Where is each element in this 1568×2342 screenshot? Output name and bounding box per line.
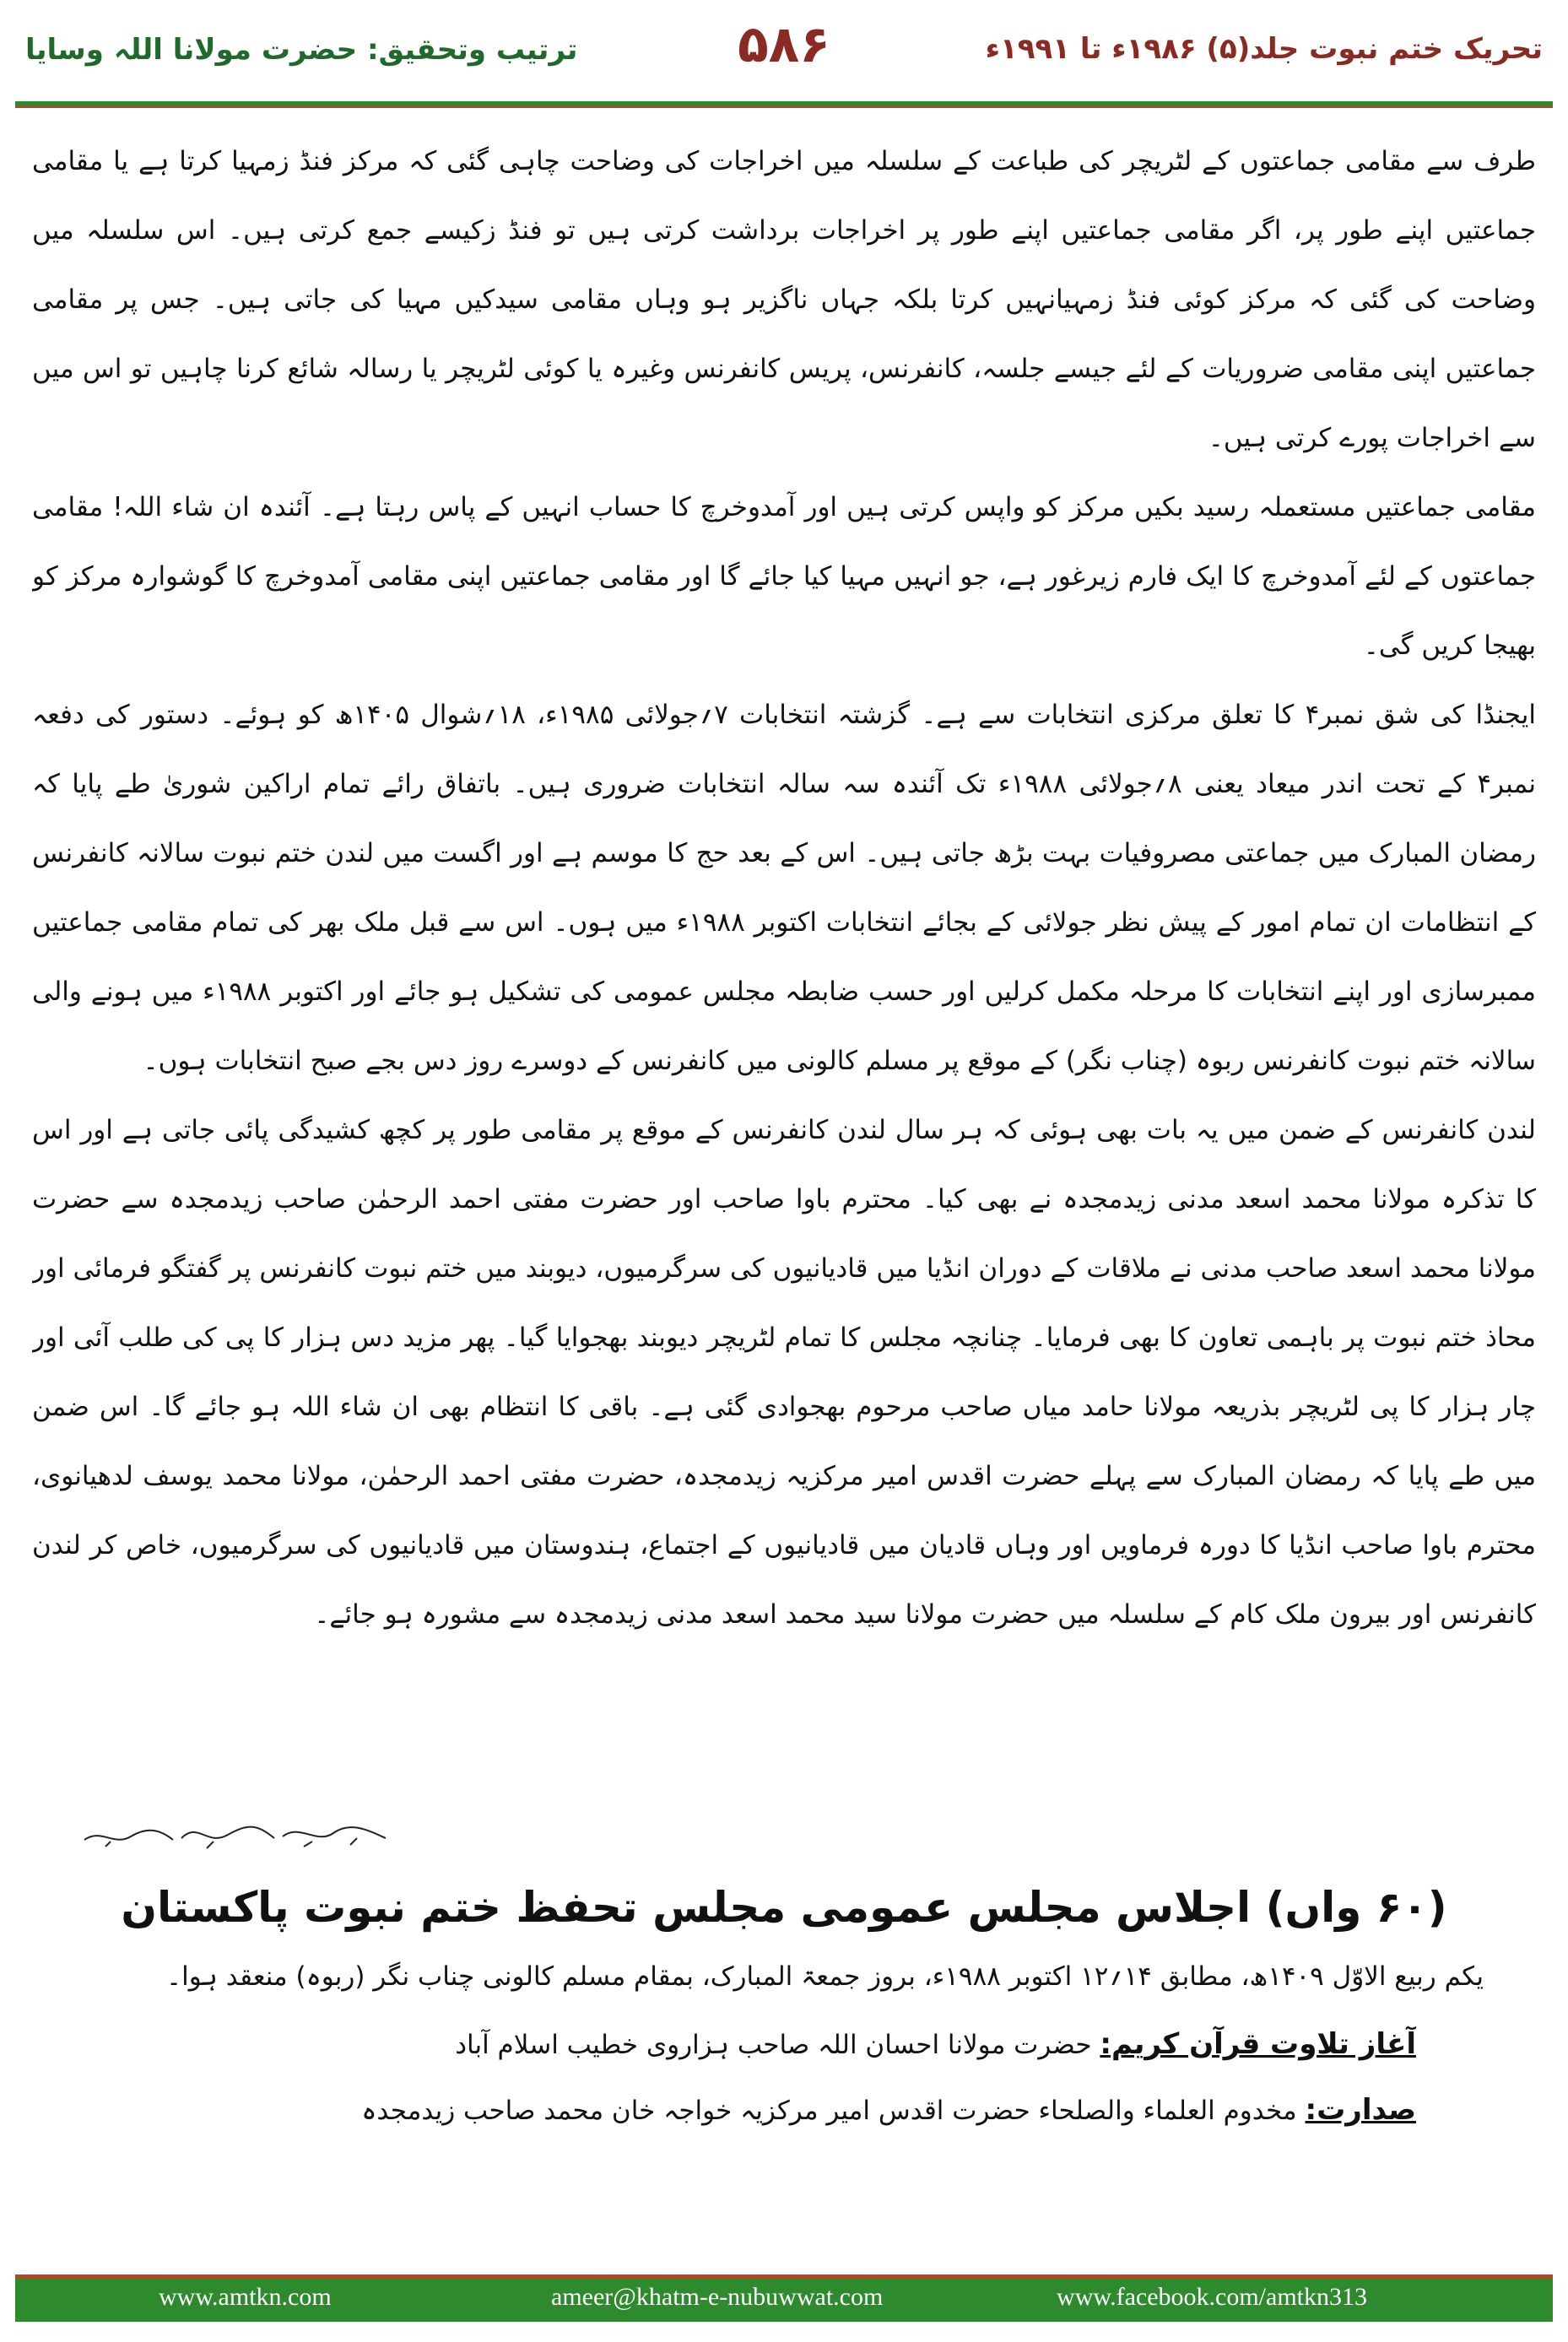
- paragraph-1: طرف سے مقامی جماعتوں کے لٹریچر کی طباعت کے سلسلہ میں اخراجات کی وضاحت چاہی گئی کہ مرکز فنڈ زمہیا کرتا ہے یا مقامی جماعتیں اپنے طور پر، اگر مقامی جماعتیں اپنے طور پر اخراجات برداشت کرتی ہیں تو فنڈ زکیسے جمع کرتی ہیں۔ اس سلسلہ میں وضاحت کی گئی کہ مرکز کوئی فنڈ زمہیانہیں کرتا بلکہ جہاں ناگزیر ہو وہاں مقامی سیدکیں مہیا کی جاتی ہیں۔ جس پر مقامی جماعتیں اپنی مقامی ضروریات کے لئے جیسے جلسہ، کانفرنس، پریس کانفرنس وغیرہ یا کوئی لٹریچر یا رسالہ شائع کرنا چاہیں تو اس میں سے اخراجات پورے کرتی ہیں۔: [32, 146, 1536, 453]
- body-text: [32, 127, 1536, 1853]
- session-title: (۶۰ واں) اجلاس مجلس عمومی مجلس تحفظ ختم نبوت پاکستان: [121, 1883, 1447, 1932]
- recitation-label: آغاز تلاوت قرآن کریم:: [1100, 2027, 1416, 2061]
- paragraph-4: لندن کانفرنس کے ضمن میں یہ بات بھی ہوئی کہ ہر سال لندن کانفرنس کے موقع پر مقامی طور پر کچھ کشیدگی پائی جاتی ہے اور اس کا تذکرہ مولانا محمد اسعد مدنی زیدمجدہ نے بھی کیا۔ محترم باوا صاحب اور حضرت مفتی احمد الرحمٰن صاحب زیدمجدہ سے حضرت مولانا محمد اسعد صاحب مدنی نے ملاقات کے دوران انڈیا میں قادیانیوں کی سرگرمیوں، دیوبند میں ختم نبوت کانفرنس پر گفتگو فرمائی اور محاذ ختم نبوت پر باہمی تعاون کا بھی فرمایا۔ چنانچہ مجلس کا تمام لٹریچر دیوبند بھجوایا گیا۔ پھر مزید دس ہزار کا پی کی طلب آئی اور چار ہزار کا پی لٹریچر بذریعہ مولانا حامد میاں صاحب مرحوم بھجوادی گئی ہے۔ باقی کا انتظام بھی ان شاء اللہ ہو جائے گا۔ اس ضمن میں طے پایا کہ رمضان المبارک سے پہلے حضرت اقدس امیر مرکزیہ زیدمجدہ، حضرت مفتی احمد الرحمٰن، مولانا محمد یوسف لدھیانوی، محترم باوا صاحب انڈیا کا دورہ فرماویں اور وہاں قادیان میں قادیانیوں کے اجتماع، ہندوستان میں قادیانیوں کی سرگرمیوں، خاص کر لندن کانفرنس اور بیرون ملک کام کے سلسلہ میں حضرت مولانا سید محمد اسعد مدنی زیدمجدہ سے مشورہ ہو جائے۔: [32, 1115, 1536, 1630]
- presidency-label: صدارت:: [1305, 2093, 1416, 2127]
- presidency-line: [235, 2085, 1416, 2136]
- session-date-line: یکم ربیع الاوّل ۱۴۰۹ھ، مطابق ۱۴؍۱۲ اکتوبر ۱۹۸۸ء، بروز جمعۃ المبارک، بمقام مسلم کالونی چناب نگر (ربوہ) منعقد ہوا۔: [165, 1961, 1484, 1992]
- recitation-value: حضرت مولانا احسان اللہ صاحب ہزاروی خطیب اسلام آباد: [455, 2030, 1092, 2060]
- header-divider: [15, 101, 1553, 108]
- email-link[interactable]: ameer@khatm-e-nubuwwat.com: [551, 2283, 884, 2311]
- signature-image: [80, 1813, 392, 1855]
- page-footer: [15, 2274, 1553, 2322]
- website-link[interactable]: www.amtkn.com: [159, 2283, 332, 2311]
- compiler-credit: ترتیب وتحقیق: حضرت مولانا اللہ وسایا: [25, 33, 578, 67]
- facebook-link[interactable]: www.facebook.com/amtkn313: [1057, 2283, 1367, 2311]
- page-header: [0, 0, 1568, 127]
- page-number: ۵۸۶: [738, 15, 830, 74]
- paragraph-2: مقامی جماعتیں مستعملہ رسید بکیں مرکز کو واپس کرتی ہیں اور آمدوخرچ کا حساب انہیں کے پاس رہتا ہے۔ آئندہ ان شاء اللہ! مقامی جماعتوں کے لئے آمدوخرچ کا ایک فارم زیرغور ہے، جو انہیں مہیا کیا جائے گا اور مقامی جماعتیں اپنی مقامی آمدوخرچ کا گوشوارہ مرکز کو بھیجا کریں گی۔: [32, 492, 1536, 661]
- paragraph-3: ایجنڈا کی شق نمبر۴ کا تعلق مرکزی انتخابات سے ہے۔ گزشتہ انتخابات ۷؍جولائی ۱۹۸۵ء، ۱۸؍شوال ۱۴۰۵ھ کو ہوئے۔ دستور کی دفعہ نمبر۴ کے تحت اندر میعاد یعنی ۸؍جولائی ۱۹۸۸ء تک آئندہ سہ سالہ انتخابات ضروری ہیں۔ باتفاق رائے تمام اراکین شوریٰ طے پایا کہ رمضان المبارک میں جماعتی مصروفیات بہت بڑھ جاتی ہیں۔ اس کے بعد حج کا موسم ہے اور اگست میں لندن ختم نبوت سالانہ کانفرنس کے انتظامات ان تمام امور کے پیش نظر جولائی کے بجائے انتخابات اکتوبر ۱۹۸۸ء میں ہوں۔ اس سے قبل ملک بھر کی تمام مقامی جماعتیں ممبرسازی اور اپنے انتخابات کا مرحلہ مکمل کرلیں اور حسب ضابطہ مجلس عمومی کی تشکیل ہو جائے اور اکتوبر ۱۹۸۸ء میں ہونے والی سالانہ ختم نبوت کانفرنس ربوہ (چناب نگر) کے موقع پر مسلم کالونی میں کانفرنس کے دوسرے روز دس بجے صبح انتخابات ہوں۔: [32, 700, 1536, 1076]
- presidency-value: مخدوم العلماء والصلحاء حضرت اقدس امیر مرکزیہ خواجہ خان محمد صاحب زیدمجدہ: [361, 2096, 1297, 2126]
- book-title: تحریک ختم نبوت جلد(۵) ۱۹۸۶ء تا ۱۹۹۱ء: [985, 32, 1543, 66]
- recitation-line: [235, 2019, 1416, 2070]
